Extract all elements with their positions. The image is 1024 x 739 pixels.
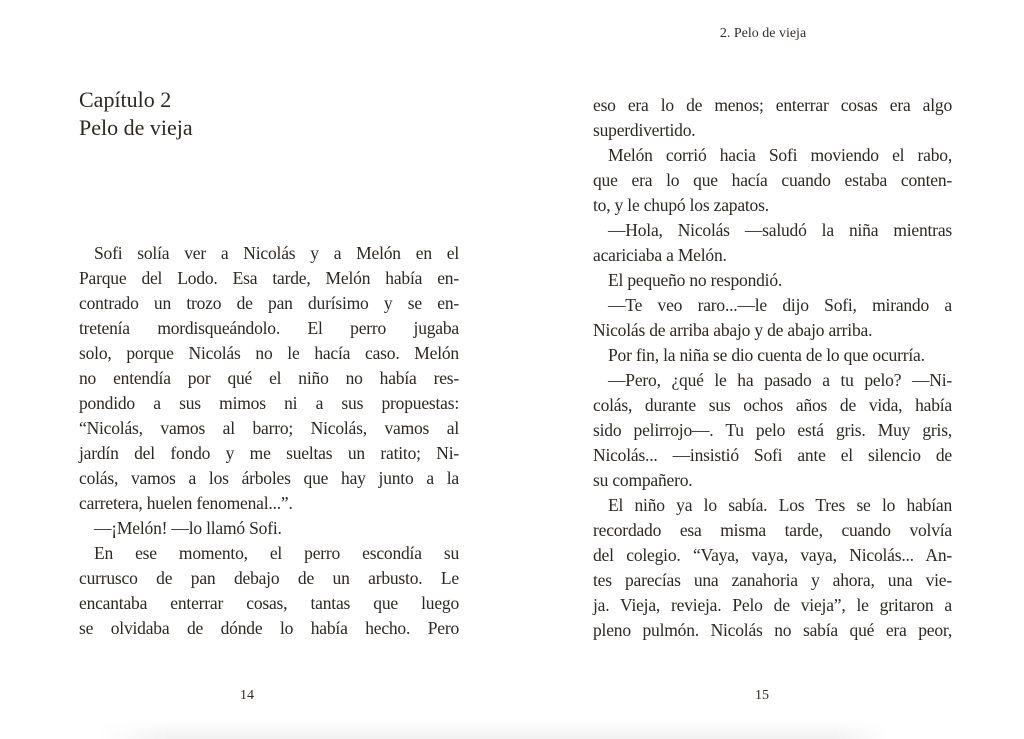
page-number-right: 15 [755, 688, 769, 703]
text-line: El niño ya lo sabía. Los Tres se lo habían [608, 495, 952, 515]
text-line: contrado un trozo de pan durísimo y se en- [79, 293, 459, 313]
text-line: En ese momento, el perro escondía su [94, 543, 459, 563]
text-line: ja. Vieja, revieja. Pelo de vieja”, le gritaron a [593, 595, 952, 615]
page-number-left: 14 [240, 688, 254, 703]
text-line: colás, durante sus ochos años de vida, había [593, 395, 952, 415]
text-line: carretera, huelen fenomenal...”. [79, 493, 293, 513]
text-line: Sofi solía ver a Nicolás y a Melón en el [94, 243, 459, 263]
text-line: —Hola, Nicolás —saludó la niña mientras [608, 220, 952, 240]
text-line: —¡Melón! —lo llamó Sofi. [94, 518, 282, 538]
text-line: pleno pulmón. Nicolás no sabía qué era peor, [593, 620, 952, 640]
text-line: jardín del fondo y me sueltas un ratito; Ni- [79, 443, 459, 463]
text-line: pondido a sus mimos ni a sus propuestas: [79, 393, 459, 413]
text-line: —Te veo raro...—le dijo Sofi, mirando a [608, 295, 952, 315]
text-line: solo, porque Nicolás no le hacía caso. Melón [79, 343, 459, 363]
text-line: tretenía mordisqueándolo. El perro jugaba [79, 318, 459, 338]
page-bottom-shadow [98, 719, 890, 739]
text-line: encantaba enterrar cosas, tantas que luego [79, 593, 459, 613]
text-line: colás, vamos a los árboles que hay junto a la [79, 468, 459, 488]
text-line: currusco de pan debajo de un arbusto. Le [79, 568, 459, 588]
text-line: se olvidaba de dónde lo había hecho. Pero [79, 618, 459, 638]
text-line: recordado esa misma tarde, cuando volvía [593, 520, 952, 540]
text-line: que era lo que hacía cuando estaba conten- [593, 170, 952, 190]
text-line: del colegio. “Vaya, vaya, vaya, Nicolás... An- [593, 545, 952, 565]
text-line: “Nicolás, vamos al barro; Nicolás, vamos al [79, 418, 459, 438]
chapter-title-line1: Capítulo 2 [79, 87, 172, 112]
chapter-title [79, 86, 193, 142]
left-page-text [79, 241, 459, 641]
text-line: acariciaba a Melón. [593, 245, 727, 265]
text-line: Nicolás de arriba abajo y de abajo arriba. [593, 320, 873, 340]
text-line: superdivertido. [593, 120, 696, 140]
text-line: Nicolás... —insistió Sofi ante el silencio de [593, 445, 952, 465]
text-line: su compañero. [593, 470, 693, 490]
text-line: —Pero, ¿qué le ha pasado a tu pelo? —Ni- [608, 370, 952, 390]
running-head: 2. Pelo de vieja [719, 26, 807, 41]
text-line: Parque del Lodo. Esa tarde, Melón había en- [79, 268, 459, 288]
text-line: no entendía por qué el niño no había res- [79, 368, 459, 388]
text-line: tes parecías una zanahoria y ahora, una vie- [593, 570, 952, 590]
text-line: to, y le chupó los zapatos. [593, 195, 769, 215]
text-line: El pequeño no respondió. [608, 270, 783, 290]
text-line: eso era lo de menos; enterrar cosas era algo [593, 95, 952, 115]
text-line: Por fin, la niña se dio cuenta de lo que ocurría. [608, 345, 925, 365]
text-line: Melón corrió hacia Sofi moviendo el rabo, [608, 145, 952, 165]
right-page-text [593, 93, 952, 643]
chapter-title-line2: Pelo de vieja [79, 115, 193, 140]
text-line: sido pelirrojo—. Tu pelo está gris. Muy gris, [593, 420, 952, 440]
